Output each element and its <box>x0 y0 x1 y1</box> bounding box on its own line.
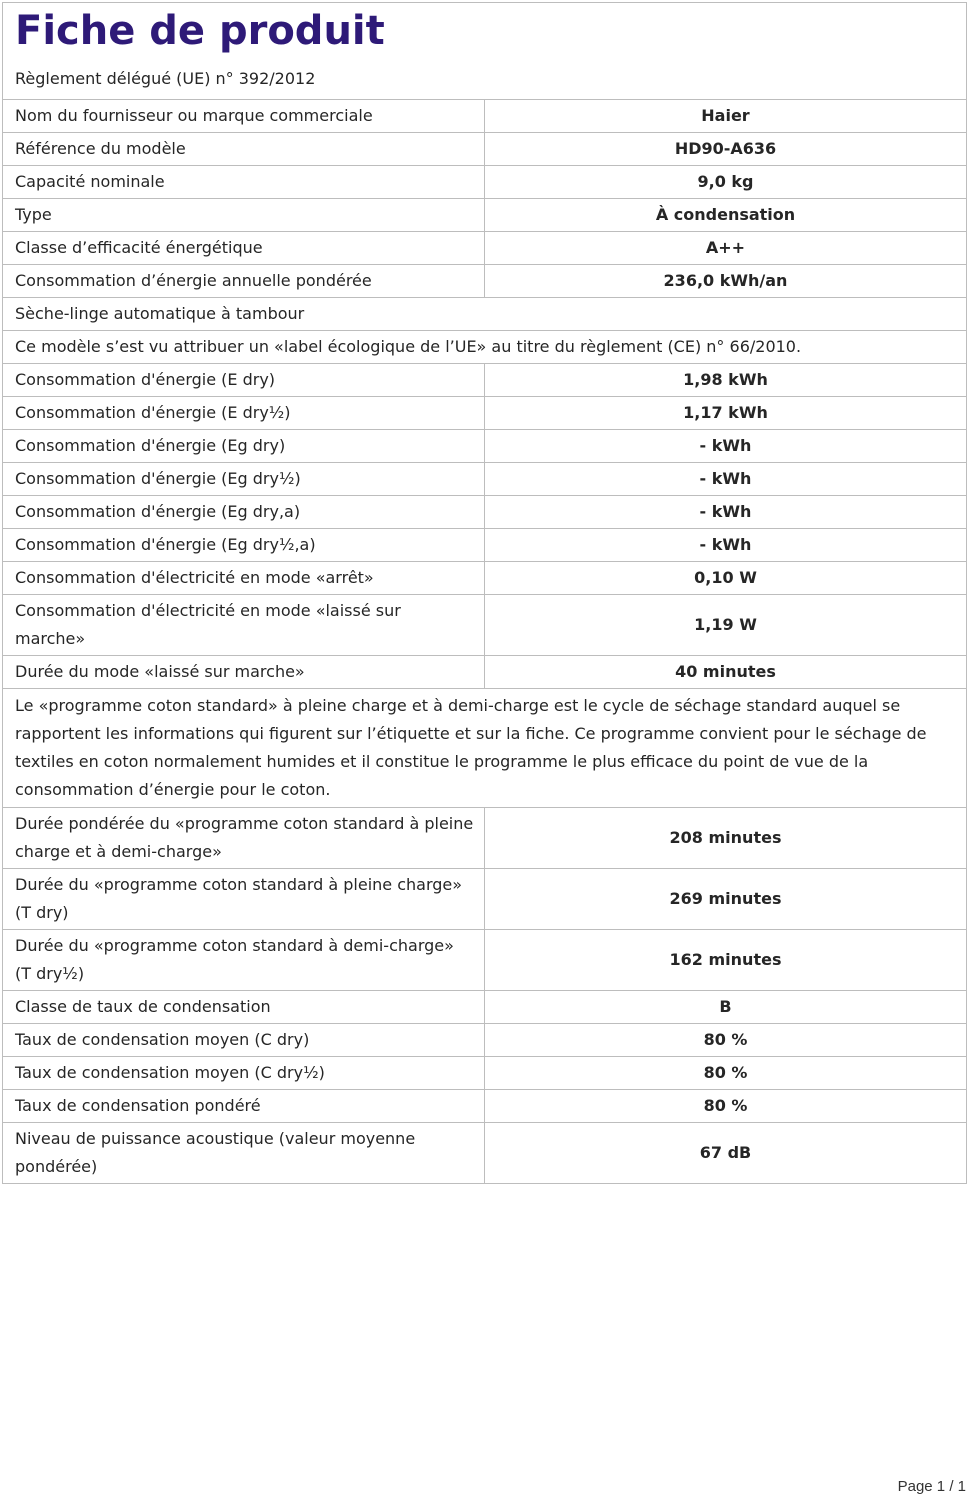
spec-row-energy-class <box>3 232 967 265</box>
spec-row-left-on-duration <box>3 656 967 689</box>
spec-value: - kWh <box>485 496 967 529</box>
spec-value: 208 minutes <box>485 808 967 869</box>
spec-label: Consommation d’énergie annuelle pondérée <box>3 265 485 298</box>
spec-value: 1,19 W <box>485 595 967 656</box>
spec-label: Consommation d'électricité en mode «arrêt» <box>3 562 485 595</box>
spec-value: 0,10 W <box>485 562 967 595</box>
spec-label: Niveau de puissance acoustique (valeur moyenne pondérée) <box>3 1123 485 1184</box>
spec-label: Durée du mode «laissé sur marche» <box>3 656 485 689</box>
spec-value: - kWh <box>485 463 967 496</box>
spec-label: Type <box>3 199 485 232</box>
spec-row-half-load-duration <box>3 930 967 991</box>
spec-value: - kWh <box>485 430 967 463</box>
spec-row-supplier <box>3 100 967 133</box>
spec-label: Durée du «programme coton standard à demi-charge» (T dry½) <box>3 930 485 991</box>
spec-value: 1,17 kWh <box>485 397 967 430</box>
spec-row-eg-dry-half-a <box>3 529 967 562</box>
spec-value: B <box>485 991 967 1024</box>
spec-value: Haier <box>485 100 967 133</box>
spec-label: Taux de condensation moyen (C dry) <box>3 1024 485 1057</box>
spec-label: Consommation d'énergie (Eg dry½,a) <box>3 529 485 562</box>
spec-value: 162 minutes <box>485 930 967 991</box>
spec-row-weighted-duration <box>3 808 967 869</box>
spec-label: Taux de condensation pondéré <box>3 1090 485 1123</box>
spec-row-weighted-condensation <box>3 1090 967 1123</box>
spec-row-left-on-mode <box>3 595 967 656</box>
spec-label: Durée du «programme coton standard à pleine charge» (T dry) <box>3 869 485 930</box>
spec-row-full-load-duration <box>3 869 967 930</box>
spec-value: À condensation <box>485 199 967 232</box>
spec-value: - kWh <box>485 529 967 562</box>
spec-row-condensation-class <box>3 991 967 1024</box>
spec-row-off-mode <box>3 562 967 595</box>
spec-value: A++ <box>485 232 967 265</box>
spec-row-eg-dry-half <box>3 463 967 496</box>
spec-row-e-dry-half <box>3 397 967 430</box>
spec-label: Consommation d'énergie (Eg dry,a) <box>3 496 485 529</box>
spec-row-noise <box>3 1123 967 1184</box>
spec-label: Consommation d'énergie (E dry½) <box>3 397 485 430</box>
regulation-row <box>3 57 967 100</box>
spec-row-type <box>3 199 967 232</box>
spec-value: 80 % <box>485 1057 967 1090</box>
spec-label: Taux de condensation moyen (C dry½) <box>3 1057 485 1090</box>
note-row-programme <box>3 689 967 808</box>
title-row <box>3 3 967 58</box>
spec-value: HD90-A636 <box>485 133 967 166</box>
regulation-reference: Règlement délégué (UE) n° 392/2012 <box>3 57 967 100</box>
spec-label: Durée pondérée du «programme coton standard à pleine charge et à demi-charge» <box>3 808 485 869</box>
page-title: Fiche de produit <box>3 3 967 58</box>
note-row-ecolabel <box>3 331 967 364</box>
spec-label: Référence du modèle <box>3 133 485 166</box>
spec-row-c-dry <box>3 1024 967 1057</box>
spec-value: 236,0 kWh/an <box>485 265 967 298</box>
spec-value: 9,0 kg <box>485 166 967 199</box>
spec-row-model <box>3 133 967 166</box>
spec-row-annual-energy <box>3 265 967 298</box>
spec-row-e-dry <box>3 364 967 397</box>
programme-note: Le «programme coton standard» à pleine charge et à demi-charge est le cycle de séchage standard auquel se rapportent les informations qui figurent sur l’étiquette et sur la fiche. Ce programme convient pour le séchage de textiles en coton normalement humides et il constitue le programme le plus efficace du point de vue de la consommation d’énergie pour le coton. <box>3 689 967 808</box>
spec-label: Consommation d'énergie (Eg dry) <box>3 430 485 463</box>
product-sheet-table <box>2 2 967 1184</box>
spec-value: 269 minutes <box>485 869 967 930</box>
page-number: Page 1 / 1 <box>897 1478 966 1495</box>
spec-label: Classe de taux de condensation <box>3 991 485 1024</box>
spec-label: Consommation d'électricité en mode «laissé sur marche» <box>3 595 485 656</box>
note-row-automatic <box>3 298 967 331</box>
spec-row-capacity <box>3 166 967 199</box>
ecolabel-note: Ce modèle s’est vu attribuer un «label écologique de l’UE» au titre du règlement (CE) n° 66/2010. <box>3 331 967 364</box>
spec-row-eg-dry-a <box>3 496 967 529</box>
spec-row-c-dry-half <box>3 1057 967 1090</box>
spec-value: 1,98 kWh <box>485 364 967 397</box>
spec-value: 80 % <box>485 1090 967 1123</box>
spec-value: 40 minutes <box>485 656 967 689</box>
spec-value: 67 dB <box>485 1123 967 1184</box>
spec-label: Consommation d'énergie (E dry) <box>3 364 485 397</box>
spec-label: Nom du fournisseur ou marque commerciale <box>3 100 485 133</box>
spec-value: 80 % <box>485 1024 967 1057</box>
spec-label: Classe d’efficacité énergétique <box>3 232 485 265</box>
automatic-dryer-note: Sèche-linge automatique à tambour <box>3 298 967 331</box>
spec-label: Consommation d'énergie (Eg dry½) <box>3 463 485 496</box>
spec-row-eg-dry <box>3 430 967 463</box>
spec-label: Capacité nominale <box>3 166 485 199</box>
